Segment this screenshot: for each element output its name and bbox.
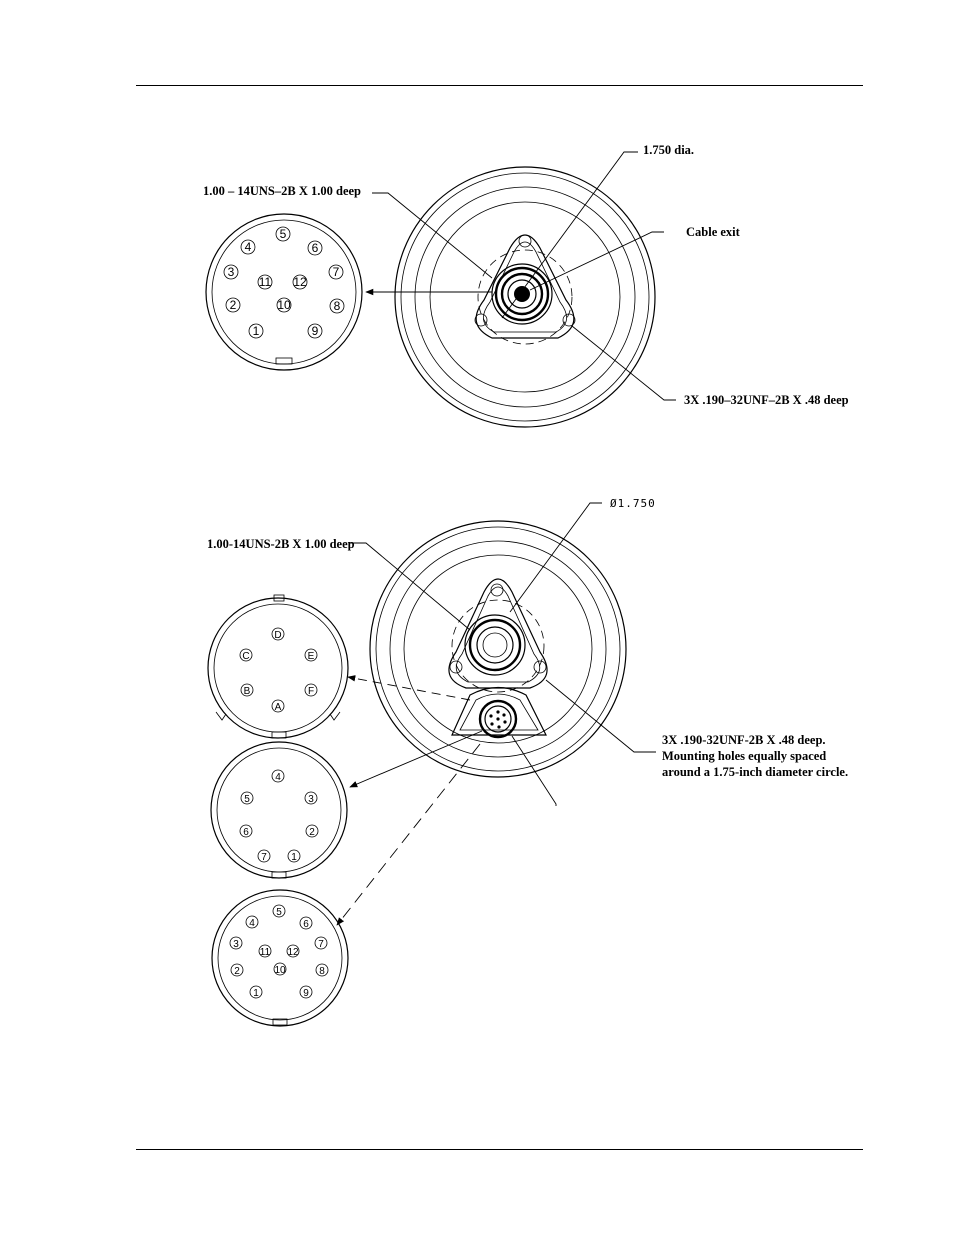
pin-2: 2 (234, 966, 240, 977)
pin-11: 11 (259, 947, 271, 958)
bottom-diameter-label: Ø1.750 (610, 497, 656, 510)
bottom-connector-6pin (208, 595, 348, 738)
pin-4: 4 (244, 240, 252, 254)
bottom-end-cap-view (370, 521, 626, 777)
pin-1: 1 (252, 324, 260, 338)
pin-3: 3 (308, 794, 314, 805)
top-thread-label: 1.00 – 14UNS–2B X 1.00 deep (203, 184, 361, 198)
bottom-mounting-line1: 3X .190-32UNF-2B X .48 deep. (662, 733, 826, 747)
pin-9: 9 (303, 988, 309, 999)
pin-4: 4 (275, 772, 281, 783)
bottom-thread-label: 1.00-14UNS-2B X 1.00 deep (207, 537, 355, 551)
pin-7: 7 (261, 852, 267, 863)
pin-6: 6 (311, 241, 319, 255)
pin-C: C (242, 651, 250, 662)
pin-6: 6 (303, 919, 309, 930)
pin-4: 4 (249, 918, 255, 929)
pin-11: 11 (258, 275, 272, 289)
pin-2: 2 (229, 298, 237, 312)
pin-7: 7 (318, 939, 324, 950)
pin-2: 2 (309, 827, 315, 838)
top-mounting-label: 3X .190–32UNF–2B X .48 deep (684, 393, 849, 407)
pin-10: 10 (277, 298, 291, 312)
pin-A: A (274, 702, 282, 713)
bottom-mounting-line2: Mounting holes equally spaced (662, 749, 827, 763)
pin-8: 8 (333, 299, 341, 313)
pin-9: 9 (311, 324, 319, 338)
pin-7: 7 (332, 265, 340, 279)
pin-6: 6 (243, 827, 249, 838)
pin-F: F (307, 686, 315, 697)
pin-3: 3 (233, 939, 239, 950)
bottom-connector-7pin (211, 742, 347, 878)
pin-3: 3 (227, 265, 235, 279)
pin-5: 5 (276, 907, 282, 918)
pin-B: B (243, 686, 251, 697)
pin-1: 1 (291, 852, 297, 863)
pin-8: 8 (319, 966, 325, 977)
pin-12: 12 (287, 947, 299, 958)
top-end-cap-view (395, 167, 655, 427)
bottom-connector-12pin (212, 890, 348, 1026)
pin-12: 12 (293, 275, 307, 289)
top-connector-12pin (206, 214, 362, 370)
pin-5: 5 (244, 794, 250, 805)
pin-1: 1 (253, 988, 259, 999)
bottom-mounting-line3: around a 1.75-inch diameter circle. (662, 765, 849, 779)
pin-5: 5 (279, 227, 287, 241)
pin-10: 10 (274, 965, 286, 976)
pin-D: D (274, 630, 282, 641)
top-cable-exit-label: Cable exit (686, 225, 740, 239)
pin-E: E (307, 651, 315, 662)
top-diameter-label: 1.750 dia. (643, 143, 695, 157)
